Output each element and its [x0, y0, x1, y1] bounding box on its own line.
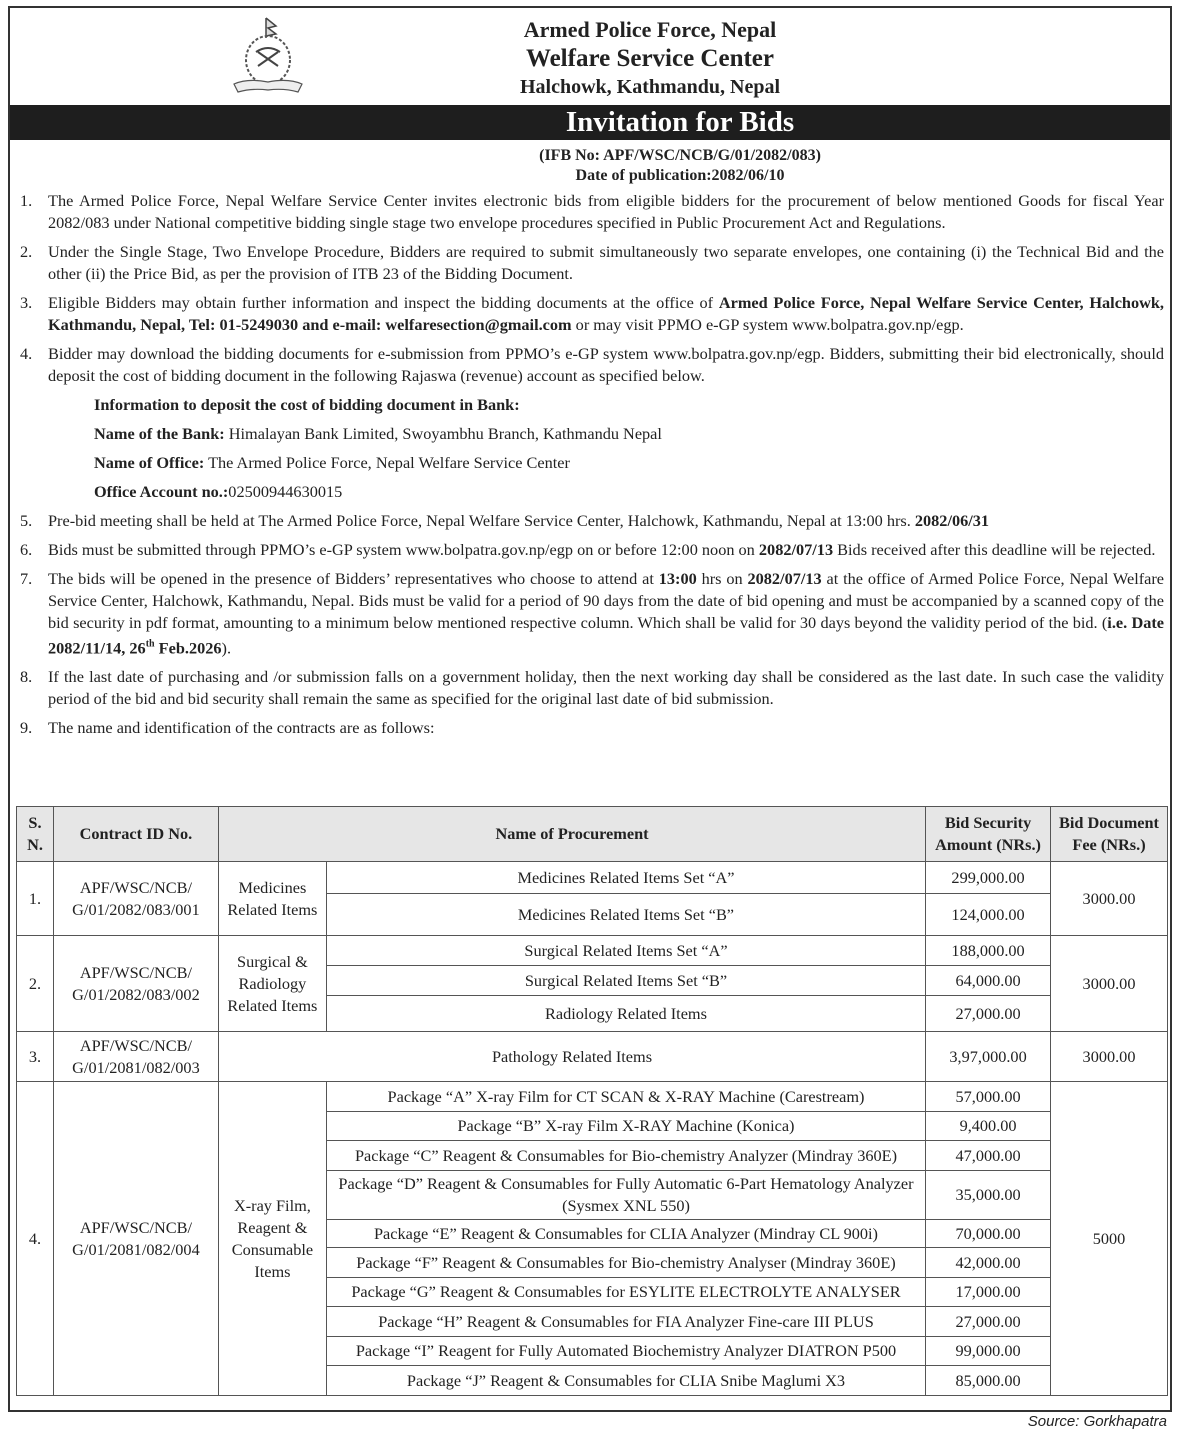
clause-text: Eligible Bidders may obtain further information and inspect the bidding documents at the office of: [48, 293, 719, 312]
cell-sn: 1.: [17, 862, 54, 936]
contracts-table-body: [17, 862, 1168, 1396]
bank-name-label: Name of the Bank:: [94, 424, 225, 443]
clause-text: at the office of Armed Police Force, Nepal Welfare Service Center, Halchowk, Kathmandu, Nepal. Bids must be valid for a period of 90 days from the date of bid opening and must be accompanied by a scanned copy of the bid security in pdf format, amounting to a minimum below mentioned respective column. Which shall be valid for 30 days beyond the validity period of the bid. (: [48, 569, 1165, 632]
col-header-contract-id: Contract ID No.: [53, 807, 218, 862]
cell-security-amount: 42,000.00: [926, 1248, 1051, 1278]
clause-number: 2.: [20, 242, 33, 261]
submission-deadline: 2082/07/13: [758, 540, 834, 559]
clause-number: 7.: [20, 569, 33, 588]
clause-text: or may visit PPMO e-GP system www.bolpatra.gov.np/egp.: [571, 315, 964, 334]
clause-text: The bids will be opened in the presence of Bidders’ representatives who choose to attend at: [48, 569, 659, 588]
cell-procurement-item: Package “E” Reagent & Consumables for CLIA Analyzer (Mindray CL 900i): [326, 1220, 925, 1248]
cell-procurement-item: Surgical Related Items Set “A”: [326, 936, 925, 966]
opening-time: 13:00: [658, 569, 697, 588]
notice-title-banner: Invitation for Bids: [10, 105, 1170, 140]
cell-procurement-item: Package “G” Reagent & Consumables for ESYLITE ELECTROLYTE ANALYSER: [326, 1278, 925, 1307]
cell-procurement-item: Package “C” Reagent & Consumables for Bio-chemistry Analyzer (Mindray 360E): [326, 1141, 925, 1171]
cell-contract-id: APF/WSC/NCB/ G/01/2082/083/002: [53, 936, 218, 1032]
clause-6: [20, 539, 1164, 561]
account-number-value: 02500944630015: [228, 482, 343, 501]
source-credit: Source: Gorkhapatra: [1027, 1413, 1167, 1430]
cell-category: X-ray Film, Reagent & Consumable Items: [218, 1082, 326, 1396]
clause-text: Bidder may download the bidding documents for e-submission from PPMO’s e-GP system www.bolpatra.gov.np/egp. Bidders, submitting their bid electronically, should deposit the cost of bidding document in the following Rajaswa (revenue) account as specified below.: [48, 344, 1164, 385]
table-row: [17, 1032, 1168, 1082]
cell-procurement-item: Package “I” Reagent for Fully Automated Biochemistry Analyzer DIATRON P500: [326, 1337, 925, 1366]
clause-text: Under the Single Stage, Two Envelope Procedure, Bidders are required to submit simultaneously two separate envelopes, one containing (i) the Technical Bid and the other (ii) the Price Bid, as per the provision of ITB 23 of the Bidding Document.: [48, 242, 1164, 283]
cell-contract-id: APF/WSC/NCB/ G/01/2082/083/001: [53, 862, 218, 936]
cell-procurement-item: Package “H” Reagent & Consumables for FIA Analyzer Fine-care III PLUS: [326, 1307, 925, 1337]
clause-number: 4.: [20, 344, 33, 363]
col-header-sn: S. N.: [17, 807, 54, 862]
clause-text: If the last date of purchasing and /or submission falls on a government holiday, then the next working day shall be considered as the last date. In such case the validity period of the bid and bid security shall remain the same as specified for the original last date of bid submission.: [48, 667, 1164, 709]
account-number-label: Office Account no.:: [94, 482, 229, 501]
org-name: Armed Police Force, Nepal: [523, 17, 777, 42]
cell-security-amount: 99,000.00: [926, 1337, 1051, 1366]
cell-document-fee: 5000: [1051, 1082, 1168, 1396]
cell-procurement-item: Medicines Related Items Set “B”: [326, 894, 925, 936]
col-header-security: Bid Security Amount (NRs.): [926, 807, 1051, 862]
cell-procurement-item: Package “F” Reagent & Consumables for Bio-chemistry Analyser (Mindray 360E): [326, 1248, 925, 1278]
clause-8: [20, 666, 1164, 710]
cell-procurement-item: Package “J” Reagent & Consumables for CLIA Snibe Maglumi X3: [326, 1366, 925, 1396]
clause-text: hrs on: [696, 569, 748, 588]
publication-date: Date of publication:2082/06/10: [575, 167, 785, 184]
cell-security-amount: 299,000.00: [926, 862, 1051, 894]
contracts-table: [16, 806, 1168, 1396]
cell-security-amount: 27,000.00: [926, 1307, 1051, 1337]
cell-security-amount: 9,400.00: [926, 1112, 1051, 1141]
ordinal-suffix: th: [145, 639, 155, 650]
clause-5: [20, 510, 1164, 532]
notice-header: [10, 8, 1170, 105]
cell-security-amount: 17,000.00: [926, 1278, 1051, 1307]
cell-procurement-item: Package “B” X-ray Film X-RAY Machine (Konica): [326, 1112, 925, 1141]
opening-date: 2082/07/13: [747, 569, 822, 588]
cell-sn: 2.: [17, 936, 54, 1032]
prebid-date: 2082/06/31: [914, 511, 990, 530]
clause-number: 3.: [20, 293, 33, 312]
table-header-row: [17, 807, 1168, 862]
col-header-procurement: Name of Procurement: [218, 807, 925, 862]
clause-text: ).: [221, 638, 232, 658]
bank-info-heading: Information to deposit the cost of bidding document in Bank:: [94, 395, 520, 414]
cell-procurement-item: Package “D” Reagent & Consumables for Fully Automatic 6-Part Hematology Analyzer (Sysmex XNL 550): [326, 1171, 925, 1220]
col-header-fee: Bid Document Fee (NRs.): [1051, 807, 1168, 862]
cell-procurement-item: Medicines Related Items Set “A”: [326, 862, 925, 894]
clause-number: 1.: [20, 191, 33, 210]
cell-procurement-item: Radiology Related Items: [326, 996, 925, 1032]
clause-4: [20, 343, 1164, 387]
clause-text: The Armed Police Force, Nepal Welfare Service Center invites electronic bids from eligible bidders for the procurement of below mentioned Goods for fiscal Year 2082/083 under National competitive bidding single stage two envelope procedures specified in Public Procurement Act and Regulations.: [48, 191, 1164, 232]
table-row: [17, 1082, 1168, 1112]
org-unit: Welfare Service Center: [525, 45, 775, 72]
cell-procurement-item: Pathology Related Items: [218, 1032, 925, 1082]
cell-security-amount: 47,000.00: [926, 1141, 1051, 1171]
cell-procurement-item: Surgical Related Items Set “B”: [326, 966, 925, 996]
office-name-value: The Armed Police Force, Nepal Welfare Service Center: [204, 453, 570, 472]
clause-text: Bids received after this deadline will be rejected.: [833, 540, 1156, 559]
cell-security-amount: 27,000.00: [926, 996, 1051, 1032]
validity-date-ad: Feb.2026: [154, 638, 222, 658]
cell-security-amount: 70,000.00: [926, 1220, 1051, 1248]
table-row: [17, 862, 1168, 894]
clause-number: 9.: [20, 718, 33, 738]
table-row: [17, 936, 1168, 966]
clause-2: [20, 241, 1164, 285]
cell-document-fee: 3000.00: [1051, 1032, 1168, 1082]
clause-number: 8.: [20, 667, 33, 687]
clause-number: 6.: [20, 540, 33, 559]
ifb-number: (IFB No: APF/WSC/NCB/G/01/2082/083): [539, 147, 821, 164]
clause-7: [20, 568, 1164, 659]
cell-contract-id: APF/WSC/NCB/ G/01/2081/082/004: [53, 1082, 218, 1396]
cell-security-amount: 57,000.00: [926, 1082, 1051, 1112]
clause-number: 5.: [20, 511, 33, 530]
cell-security-amount: 188,000.00: [926, 936, 1051, 966]
cell-security-amount: 124,000.00: [926, 894, 1051, 936]
cell-sn: 4.: [17, 1082, 54, 1396]
cell-security-amount: 3,97,000.00: [926, 1032, 1051, 1082]
bank-name-value: Himalayan Bank Limited, Swoyambhu Branch, Kathmandu Nepal: [224, 424, 662, 443]
cell-category: Surgical & Radiology Related Items: [218, 936, 326, 1032]
cell-security-amount: 35,000.00: [926, 1171, 1051, 1220]
org-address: Halchowk, Kathmandu, Nepal: [519, 76, 781, 98]
clause-text: Bids must be submitted through PPMO’s e-GP system www.bolpatra.gov.np/egp on or before 12:00 noon on: [48, 540, 759, 559]
cell-procurement-item: Package “A” X-ray Film for CT SCAN & X-RAY Machine (Carestream): [326, 1082, 925, 1112]
clause-9: [20, 717, 1164, 739]
cell-contract-id: APF/WSC/NCB/ G/01/2081/082/003: [53, 1032, 218, 1082]
clause-text: Pre-bid meeting shall be held at The Armed Police Force, Nepal Welfare Service Center, Halchowk, Kathmandu, Nepal at 13:00 hrs.: [48, 511, 915, 530]
cell-document-fee: 3000.00: [1051, 936, 1168, 1032]
cell-sn: 3.: [17, 1032, 54, 1082]
bank-info: [20, 394, 1164, 503]
office-name-label: Name of Office:: [94, 453, 205, 472]
validity-date: i.e. Date 2082/11/14, 26: [48, 613, 1164, 658]
cell-security-amount: 85,000.00: [926, 1366, 1051, 1396]
clause-1: [20, 190, 1164, 234]
cell-security-amount: 64,000.00: [926, 966, 1051, 996]
cell-document-fee: 3000.00: [1051, 862, 1168, 936]
clause-3: [20, 292, 1164, 336]
cell-category: Medicines Related Items: [218, 862, 326, 936]
notice-frame: [8, 6, 1172, 1412]
contact-details: Armed Police Force, Nepal Welfare Service Center, Halchowk, Kathmandu, Nepal, Tel: 01-5249030 and e-mail: welfaresection@gmail.com: [48, 293, 1164, 334]
clauses-list: [10, 190, 1170, 739]
clause-text: The name and identification of the contracts are as follows:: [48, 718, 435, 738]
